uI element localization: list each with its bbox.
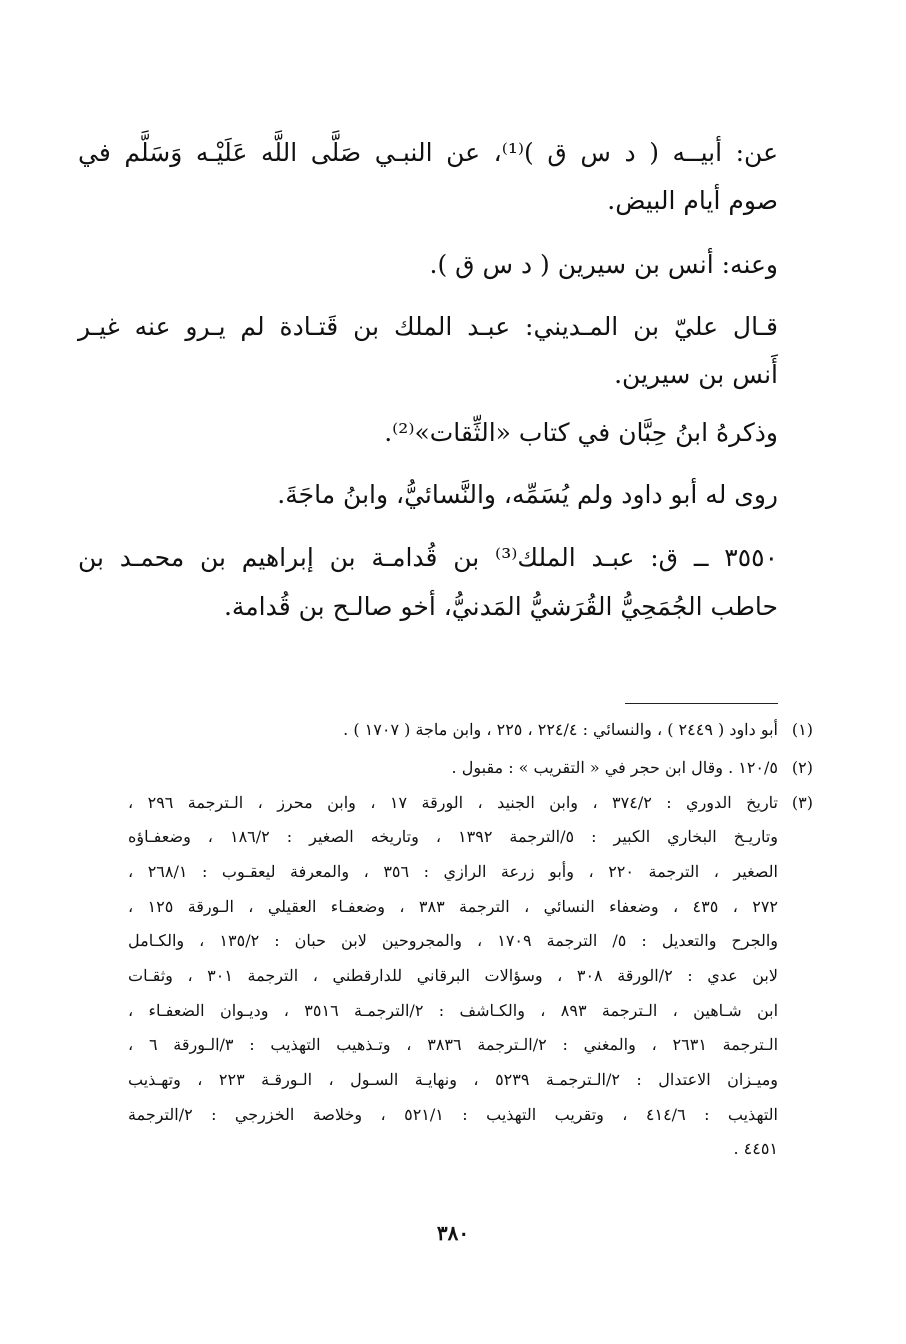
main-text-line: روى له أبو داود ولم يُسَمِّه، والنَّسائيُّ، وابنُ ماجَةَ. (277, 480, 778, 509)
footnote-line: ١٢٠/٥ . وقال ابن حجر في « التقريب » : مقبول . (451, 758, 778, 777)
footnote-line: ابن شـاهين ، الـترجمة ٨٩٣ ، والكـاشف : ٢/الترجمـة ٣٥١٦ ، وديـوان الضعفـاء ، (128, 1001, 779, 1020)
main-text-line: وعنه: أنس بن سيرين ( د س ق ). (429, 250, 778, 279)
footnote-separator (625, 703, 778, 704)
page-number: ٣٨٠ (436, 1221, 470, 1245)
main-text-line: وذكرهُ ابنُ حِبَّان في كتاب «الثِّقات»⁽²⁾. (384, 418, 778, 447)
footnote-line: والجرح والتعديل : ٥/ الترجمة ١٧٠٩ ، والمجروحين لابن حبان : ١٣٥/٢ ، والكـامل (128, 931, 779, 950)
main-text-line: أَنس بن سيرين. (614, 360, 778, 389)
entry-heading-line: ٣٥٥٠ ــ ق: عبـد الملك⁽³⁾ بن قُدامـة بن إبراهيم بن محمـد بن (78, 543, 778, 572)
footnote-line: وميـزان الاعتدال : ٢/الـترجمـة ٥٢٣٩ ، ونهايـة السـول ، الـورقـة ٢٢٣ ، وتهـذيب (128, 1070, 779, 1089)
footnote-number: (١) (791, 720, 813, 739)
main-text-line: حاطب الجُمَحِيُّ القُرَشيُّ المَدنيُّ، أخو صالـح بن قُدامة. (223, 592, 778, 621)
footnote-line: أبو داود ( ٢٤٤٩ ) ، والنسائي : ٢٢٤/٤ ، ٢٢٥ ، وابن ماجة ( ١٧٠٧ ) . (343, 720, 778, 739)
footnote-line: الصغير ، الترجمة ٢٢٠ ، وأبو زرعة الرازي : ٣٥٦ ، والمعرفة ليعقـوب : ٢٦٨/١ ، (128, 862, 779, 881)
main-text-line: صوم أيام البيض. (607, 186, 778, 215)
footnote-line: تاريخ الدوري : ٣٧٤/٢ ، وابن الجنيد ، الورقة ١٧ ، وابن محرز ، الـترجمة ٢٩٦ ، (128, 793, 778, 812)
main-text-line: عن: أبيــه ( د س ق )⁽¹⁾، عن النبـي صَلَّى اللَّه عَلَيْـه وَسَلَّم في (78, 138, 779, 167)
footnote-line: ٤٤٥١ . (733, 1139, 778, 1158)
main-text-line: قـال عليّ بن المـديني: عبـد الملك بن قَتـادة لم يـرو عنه غيـر (78, 312, 778, 341)
footnote-number: (٣) (791, 793, 813, 812)
footnote-line: التهذيب : ٤١٤/٦ ، وتقريب التهذيب : ٥٢١/١ ، وخلاصة الخزرجي : ٢/الترجمة (128, 1105, 778, 1124)
footnote-line: لابن عدي : ٢/الورقة ٣٠٨ ، وسؤالات البرقاني للدارقطني ، الترجمة ٣٠١ ، وثقـات (128, 966, 778, 985)
footnote-number: (٢) (791, 758, 813, 777)
footnote-line: ٢٧٢ ، ٤٣٥ ، وضعفاء النسائي ، الترجمة ٣٨٣ ، وضعفـاء العقيلي ، الـورقة ١٢٥ ، (128, 897, 779, 916)
footnote-line: الـترجمة ٢٦٣١ ، والمغني : ٢/الـترجمة ٣٨٣٦ ، وتـذهيب التهذيب : ٣/الـورقة ٦ ، (128, 1035, 779, 1054)
footnote-line: وتاريـخ البخاري الكبير : ٥/الترجمة ١٣٩٢ ، وتاريخه الصغير : ١٨٦/٢ ، وضعفـاؤه (128, 827, 778, 846)
